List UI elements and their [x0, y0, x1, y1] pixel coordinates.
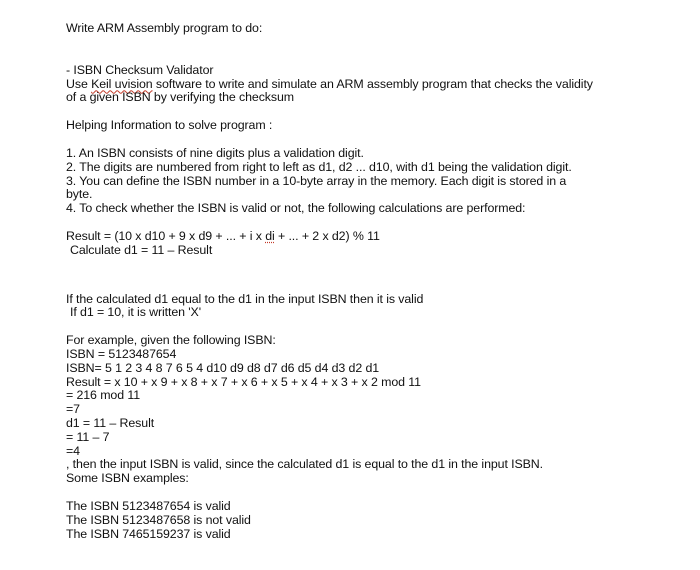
example-intro: For example, given the following ISBN:	[66, 333, 276, 348]
example-conclusion: , then the input ISBN is valid, since the calculated d1 is equal to the d1 in the input ISBN.	[66, 457, 543, 472]
calculate-d1: Calculate d1 = 11 – Result	[70, 242, 213, 257]
task-heading: - ISBN Checksum Validator	[66, 62, 214, 77]
helping-heading: Helping Information to solve program :	[66, 118, 273, 133]
example-mapping: ISBN= 5 1 2 3 4 8 7 6 5 4 d10 d9 d8 d7 d6 d5 d4 d3 d2 d1	[66, 360, 380, 375]
example-sub: = 11 – 7	[66, 429, 110, 444]
example-isbn: ISBN = 5123487654	[66, 346, 177, 361]
example-eq4: =4	[66, 443, 80, 458]
result-formula-di: di	[265, 228, 275, 243]
help-item-2: 2. The digits are numbered from right to left as d1, d2 ... d10, with d1 being the validation digit.	[66, 159, 572, 174]
result-formula	[66, 230, 686, 244]
document-body	[66, 22, 686, 541]
help-item-3-cont: byte.	[66, 187, 93, 202]
help-item-3: 3. You can define the ISBN number in a 10-byte array in the memory. Each digit is stored in a	[66, 173, 567, 188]
keil-uvision-link: Keil uvision	[91, 76, 153, 91]
example-mod: = 216 mod 11	[66, 388, 141, 403]
example-eq7: =7	[66, 402, 80, 417]
page-title: Write ARM Assembly program to do:	[66, 21, 263, 35]
task-desc-pre: Use	[66, 76, 92, 91]
help-item-4: 4. To check whether the ISBN is valid or not, the following calculations are performed:	[66, 201, 526, 216]
result-formula-pre: Result = (10 x d10 + 9 x d9 + ... + i x	[66, 228, 266, 243]
isbn-example-3: The ISBN 7465159237 is valid	[66, 526, 231, 541]
task-description	[66, 78, 686, 92]
example-d1: d1 = 11 – Result	[66, 415, 155, 430]
example-result: Result = x 10 + x 9 + x 8 + x 7 + x 6 + x 5 + x 4 + x 3 + x 2 mod 11	[66, 374, 421, 389]
example-some: Some ISBN examples:	[66, 471, 189, 486]
isbn-example-2: The ISBN 5123487658 is not valid	[66, 512, 251, 527]
rule-line-1: If the calculated d1 equal to the d1 in the input ISBN then it is valid	[66, 291, 424, 306]
task-description-line2: of a given ISBN by verifying the checksum	[66, 90, 294, 105]
rule-line-2: If d1 = 10, it is written 'X'	[70, 305, 201, 320]
isbn-example-1: The ISBN 5123487654 is valid	[66, 498, 231, 513]
task-desc-post: software to write and simulate an ARM assembly program that checks the validity	[152, 76, 593, 91]
help-item-1: 1. An ISBN consists of nine digits plus a validation digit.	[66, 145, 364, 160]
result-formula-post: + ... + 2 x d2) % 11	[274, 228, 380, 243]
